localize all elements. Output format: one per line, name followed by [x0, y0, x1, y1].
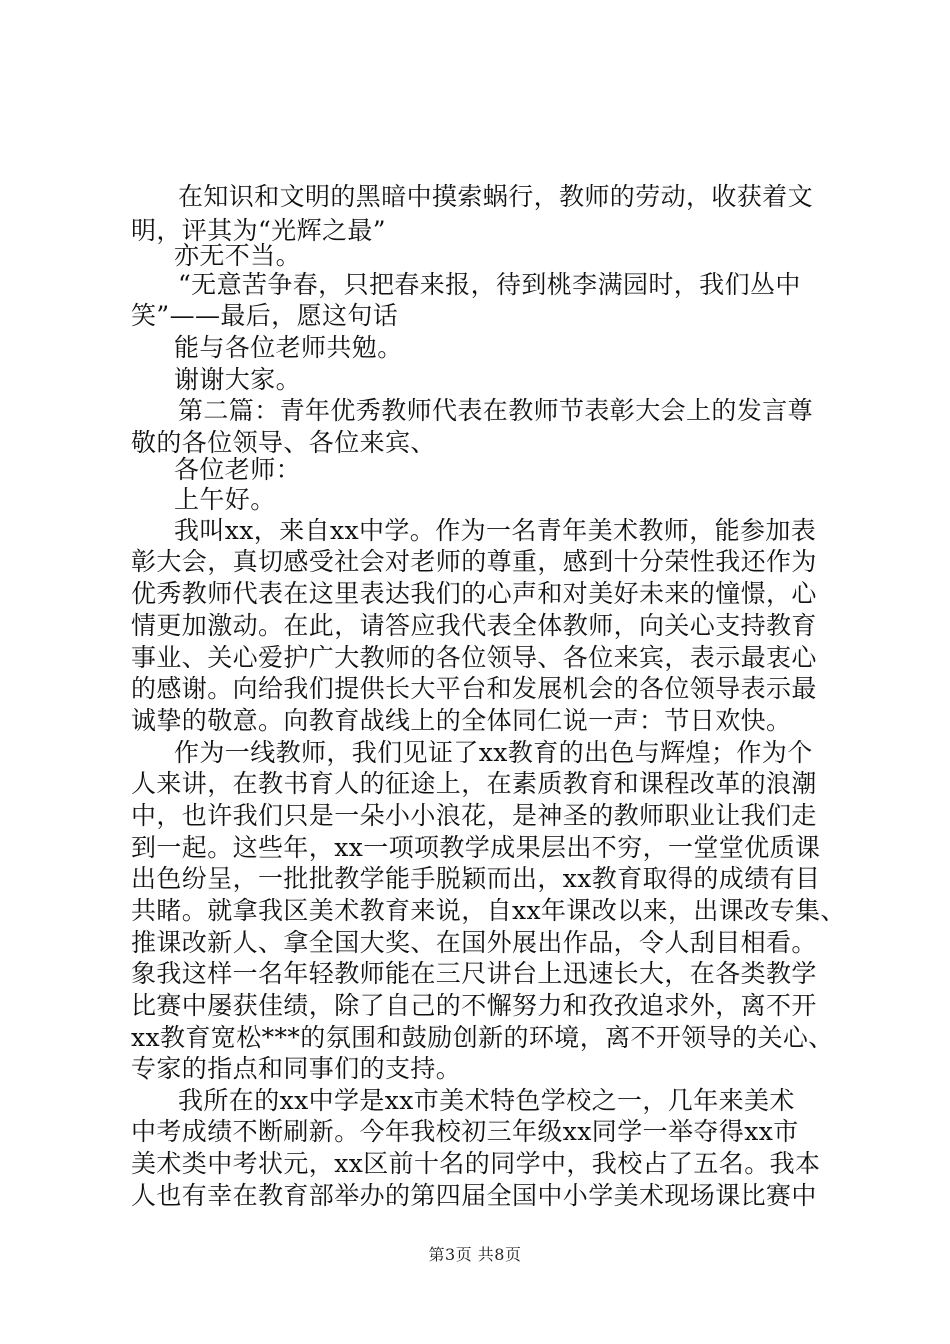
text-line: 彰大会，真切感受社会对老师的尊重，感到十分荣性我还作为	[131, 547, 817, 576]
text-line: 中考成绩不断刷新。今年我校初三年级xx同学一举夺得xx市	[131, 1117, 799, 1146]
text-line: 比赛中屡获佳绩，除了自己的不懈努力和孜孜追求外，离不开	[131, 991, 817, 1020]
text-line: 美术类中考状元，xx区前十名的同学中，我校占了五名。我本	[131, 1149, 821, 1178]
section-heading: 敬的各位领导、各位来宾、	[131, 428, 436, 457]
text-line: 共睹。就拿我区美术教育来说，自xx年课改以来，出课改专集、	[131, 896, 846, 925]
text-line: 中，也许我们只是一朵小小浪花，是神圣的教师职业让我们走	[131, 801, 817, 830]
text-line: 我所在的xx中学是xx市美术特色学校之一，几年来美术	[178, 1086, 795, 1115]
text-line: 事业、关心爱护广大教师的各位领导、各位来宾，表示最衷心	[131, 643, 817, 672]
text-line: 上午好。	[174, 485, 276, 514]
text-line: 在知识和文明的黑暗中摸索蜗行，教师的劳动，收获着文	[178, 182, 814, 211]
text-line: xx教育宽松***的氛围和鼓励创新的环境，离不开领导的关心、	[131, 1023, 834, 1052]
text-line: 出色纷呈，一批批教学能手脱颖而出，xx教育取得的成绩有目	[131, 864, 821, 893]
text-line: 人来讲，在教书育人的征途上，在素质教育和课程改革的浪潮	[131, 769, 817, 798]
text-line: 谢谢大家。	[174, 365, 302, 394]
text-line: 到一起。这些年，xx一项项教学成果层出不穷，一堂堂优质课	[131, 833, 821, 862]
text-line: 笑”——最后，愿这句话	[131, 301, 399, 330]
text-line: “无意苦争春，只把春来报，待到桃李满园时，我们丛中	[178, 270, 801, 299]
text-line: 优秀教师代表在这里表达我们的心声和对美好未来的憧憬，心	[131, 579, 817, 608]
text-line: 人也有幸在教育部举办的第四届全国中小学美术现场课比赛中	[131, 1181, 817, 1210]
page-footer: 第3页 共8页	[428, 1245, 522, 1264]
text-line: 的感谢。向给我们提供长大平台和发展机会的各位领导表示最	[131, 674, 817, 703]
text-line: 推课改新人、拿全国大奖、在国外展出作品，令人刮目相看。	[131, 928, 817, 957]
text-line: 情更加激动。在此，请答应我代表全体教师，向关心支持教育	[131, 611, 817, 640]
text-line: 我叫xx，来自xx中学。作为一名青年美术教师，能参加表	[174, 516, 817, 545]
text-line: 能与各位老师共勉。	[174, 333, 403, 362]
text-line: 象我这样一名年轻教师能在三尺讲台上迅速长大，在各类教学	[131, 959, 817, 988]
text-line: 诚挚的敬意。向教育战线上的全体同仁说一声：节日欢快。	[131, 706, 792, 735]
text-line: 各位老师：	[174, 455, 302, 484]
text-line: 亦无不当。	[174, 241, 302, 270]
text-line: 专家的指点和同事们的支持。	[131, 1054, 462, 1083]
section-heading: 第二篇：青年优秀教师代表在教师节表彰大会上的发言尊	[178, 396, 814, 425]
text-line: 作为一线教师，我们见证了xx教育的出色与辉煌；作为个	[174, 738, 813, 767]
text-line: 明，评其为“光辉之最”	[131, 216, 386, 245]
